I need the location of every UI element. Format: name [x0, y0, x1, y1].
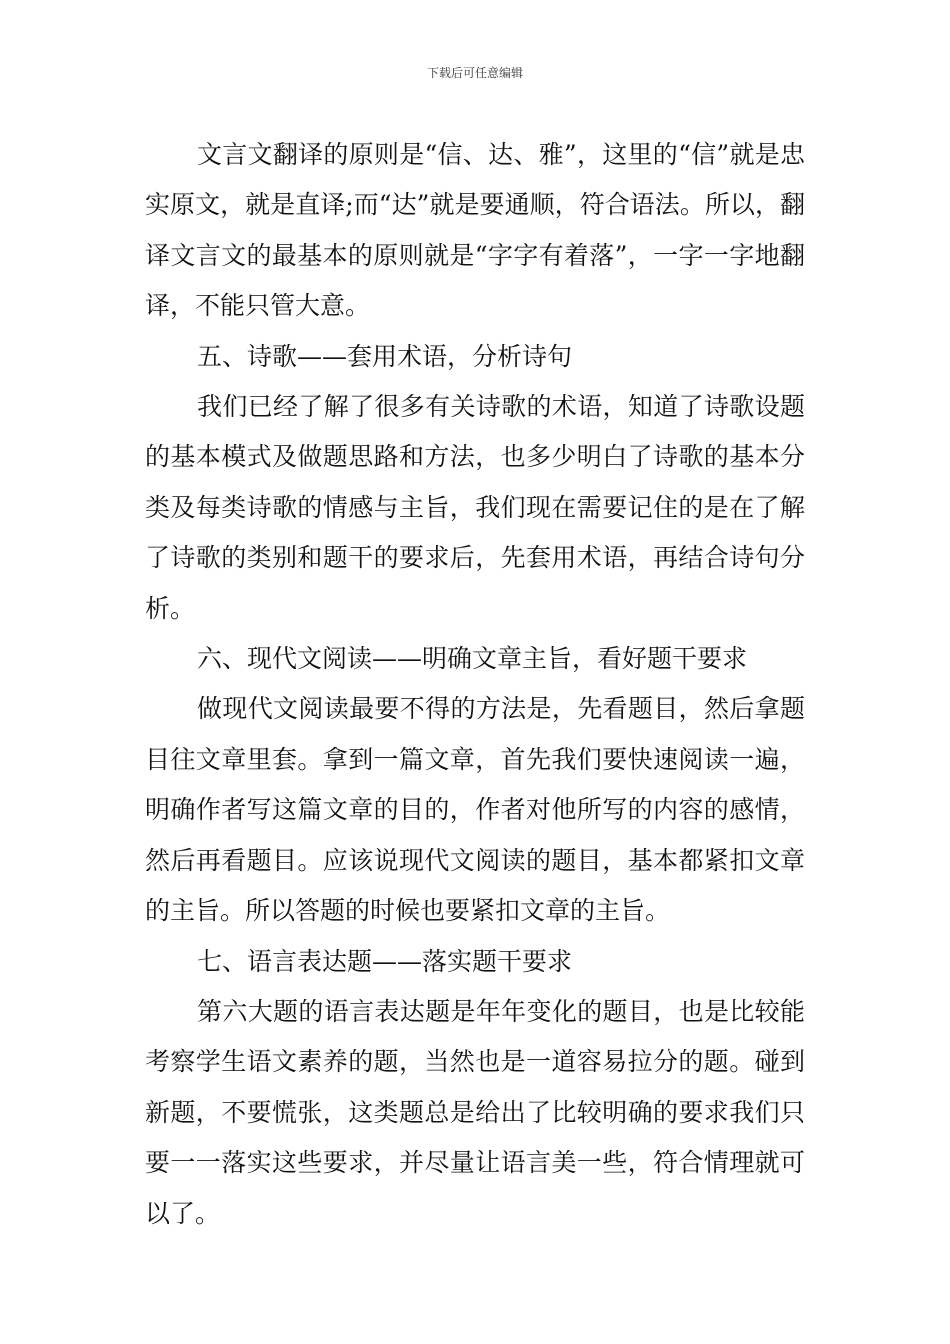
heading-language-expression: 七、语言表达题——落实题干要求: [197, 946, 573, 976]
paragraph-modern-reading: 做现代文阅读最要不得的方法是，先看题目，然后拿题目往文章里套。拿到一篇文章，首先我们要快速阅读一遍，明确作者写这篇文章的目的，作者对他所写的内容的感情，然后再看题目。应该说现代文阅读的题目，基本都紧扣文章的主旨。所以答题的时候也要紧扣文章的主旨。: [145, 694, 805, 926]
page-header: 下载后可任意编辑: [426, 66, 523, 80]
heading-modern-reading: 六、现代文阅读——明确文章主旨，看好题干要求: [197, 644, 748, 674]
paragraph-translation-principle: 文言文翻译的原则是“信、达、雅”，这里的“信”就是忠实原文，就是直译;而“达”就是要通顺，符合语法。所以，翻译文言文的最基本的原则就是“字字有着落”，一字一字地翻译，不能只管大意。: [145, 140, 806, 321]
heading-poetry: 五、诗歌——套用术语，分析诗句: [197, 341, 573, 371]
paragraph-poetry: 我们已经了解了很多有关诗歌的术语，知道了诗歌设题的基本模式及做题思路和方法，也多少明白了诗歌的基本分类及每类诗歌的情感与主旨，我们现在需要记住的是在了解了诗歌的类别和题干的要求后，先套用术语，再结合诗句分析。: [145, 392, 805, 623]
document-body: [145, 130, 805, 1239]
paragraph-language-expression: 第六大题的语言表达题是年年变化的题目，也是比较能考察学生语文素养的题，当然也是一道容易拉分的题。碰到新题，不要慌张，这类题总是给出了比较明确的要求我们只要一一落实这些要求，并尽量让语言美一些，符合情理就可以了。: [145, 996, 805, 1228]
